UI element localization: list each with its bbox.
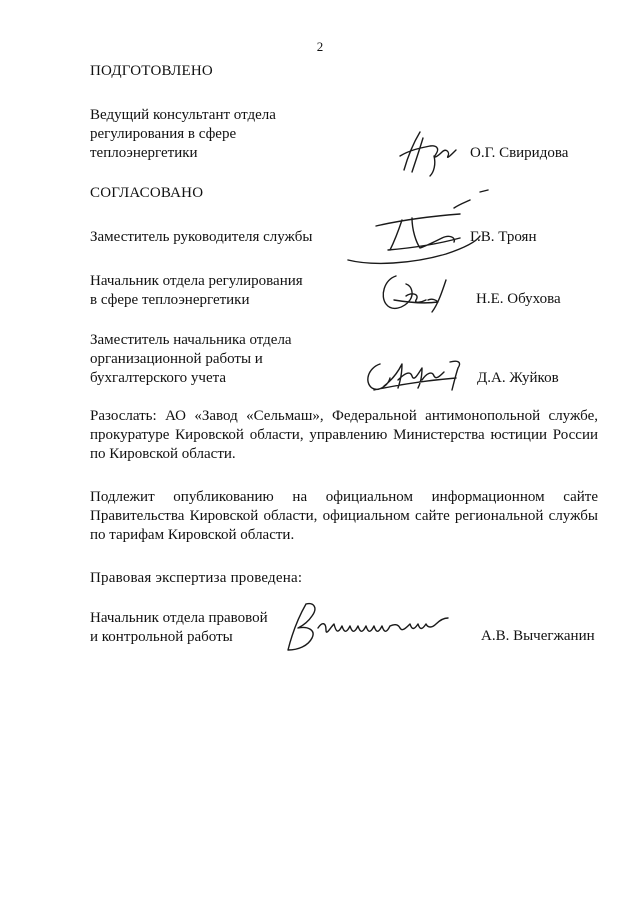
prepared-heading: ПОДГОТОВЛЕНО	[90, 63, 213, 79]
legal-review-name: А.В. Вычегжанин	[481, 628, 595, 644]
prepared-name: О.Г. Свиридова	[470, 145, 569, 161]
agreed-position-1-line-1: Заместитель руководителя службы	[90, 229, 313, 245]
prepared-position	[90, 106, 340, 163]
signature-vychegzhanin	[278, 598, 454, 656]
agreed-name-2: Н.Е. Обухова	[476, 291, 561, 307]
agreed-position-2	[90, 272, 340, 310]
page-number: 2	[316, 39, 324, 54]
agreed-heading: СОГЛАСОВАНО	[90, 185, 204, 201]
distribution-text: Разослать: АО «Завод «Сельмаш», Федеральной антимонопольной службе, прокуратуре Кировской области, управлению Министерства юстиции России по Кировской области.	[90, 408, 598, 462]
legal-review-position-line-1: Начальник отдела правовой	[90, 610, 268, 626]
agreed-position-2-line-2: в сфере теплоэнергетики	[90, 292, 250, 308]
signature-sviridova	[390, 126, 470, 178]
prepared-position-line-2: регулирования в сфере	[90, 126, 237, 142]
legal-review-position-line-2: и контрольной работы	[90, 629, 233, 645]
signature-zhuykov	[362, 350, 470, 396]
agreed-position-3	[90, 331, 340, 388]
agreed-position-3-line-3: бухгалтерского учета	[90, 370, 227, 386]
prepared-position-line-3: теплоэнергетики	[90, 145, 198, 161]
agreed-position-2-line-1: Начальник отдела регулирования	[90, 273, 303, 289]
agreed-name-3: Д.А. Жуйков	[477, 370, 559, 386]
agreed-position-3-line-1: Заместитель начальника отдела	[90, 332, 292, 348]
publication-text: Подлежит опубликованию на официальном информационном сайте Правительства Кировской области, официальном сайте региональной службы по тарифам Кировской области.	[90, 489, 598, 543]
signature-obukhova	[376, 266, 468, 316]
agreed-position-3-line-2: организационной работы и	[90, 351, 263, 367]
legal-review-heading: Правовая экспертиза проведена:	[90, 570, 303, 586]
agreed-position-1	[90, 228, 340, 247]
agreed-name-1: Г.В. Троян	[470, 229, 537, 245]
prepared-position-line-1: Ведущий консультант отдела	[90, 107, 276, 123]
